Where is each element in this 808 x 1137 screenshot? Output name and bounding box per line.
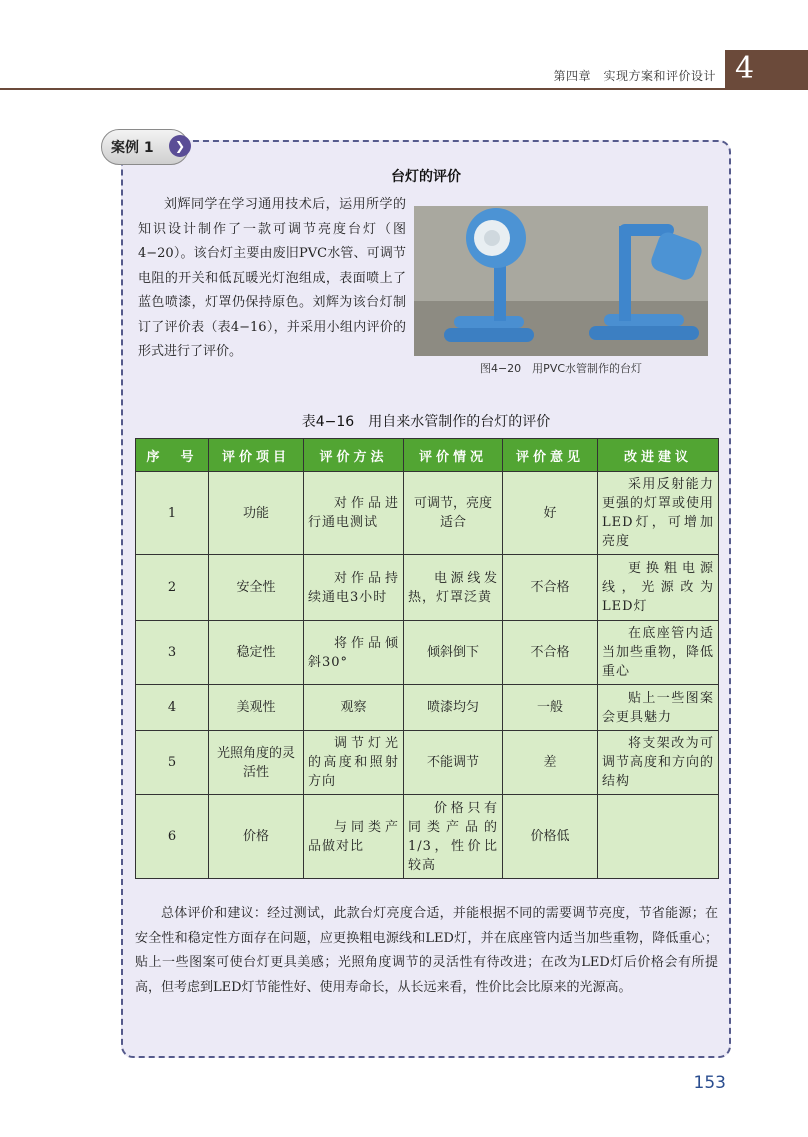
cell-item: 美观性: [209, 685, 304, 731]
cell-item: 稳定性: [209, 621, 304, 685]
cell-item: 安全性: [209, 555, 304, 621]
cell-item: 价格: [209, 795, 304, 879]
cell-method: 调节灯光的高度和照射方向: [304, 731, 404, 795]
header-rule: [0, 88, 808, 90]
case-title: 台灯的评价: [391, 169, 461, 185]
column-header: 评价情况: [404, 439, 503, 472]
cell-number: 1: [136, 472, 209, 555]
table-title: 表4−16 用自来水管制作的台灯的评价: [301, 414, 551, 430]
table-row: [136, 685, 719, 731]
cell-method: 对作品持续通电3小时: [304, 555, 404, 621]
case-tab-label: 案例 1: [111, 140, 154, 156]
summary-paragraph: 总体评价和建议：经过测试，此款台灯亮度合适，并能根据不同的需要调节亮度，节省能源；在安全性和稳定性方面存在问题，应更换粗电源线和LED灯，并在底座管内适当加些重物，降低重心；贴上一些图案可使台灯更具美感；光照角度调节的灵活性有待改进；在改为LED灯后价格会有所提高，但考虑到LED灯节能性好、使用寿命长，从长远来看，性价比会比原来的光源高。: [135, 906, 718, 995]
cell-suggestion: [598, 795, 719, 879]
table-row: [136, 795, 719, 879]
cell-method: 与同类产品做对比: [304, 795, 404, 879]
case-intro-paragraph: 刘辉同学在学习通用技术后，运用所学的知识设计制作了一款可调节亮度台灯（图4−20）。该台灯主要由废旧PVC水管、可调节电阻的开关和低瓦暖光灯泡组成，表面喷上了蓝色喷漆，灯罩仍保持原色。刘辉为该台灯制订了评价表（表4−16），并采用小组内评价的形式进行了评价。: [138, 197, 406, 359]
cell-opinion: 不合格: [503, 621, 598, 685]
cell-suggestion: 在底座管内适当加些重物，降低重心: [598, 621, 719, 685]
lamp-photo-illustration: [414, 206, 708, 356]
figure-caption: 图4−20 用PVC水管制作的台灯: [479, 362, 643, 375]
cell-status: 喷漆均匀: [404, 685, 503, 731]
cell-suggestion: 采用反射能力更强的灯罩或使用LED灯，可增加亮度: [598, 472, 719, 555]
cell-method: 对作品进行通电测试: [304, 472, 404, 555]
cell-number: 3: [136, 621, 209, 685]
lamp-photo: [414, 206, 708, 356]
cell-status: 价格只有同类产品的1/3，性价比较高: [404, 795, 503, 879]
table-row: [136, 472, 719, 555]
cell-status: 电源线发热，灯罩泛黄: [404, 555, 503, 621]
cell-opinion: 不合格: [503, 555, 598, 621]
column-header: 评价方法: [304, 439, 404, 472]
cell-opinion: 差: [503, 731, 598, 795]
table-row: [136, 555, 719, 621]
cell-opinion: 价格低: [503, 795, 598, 879]
column-header: 改进建议: [598, 439, 719, 472]
cell-suggestion: 更换粗电源线，光源改为LED灯: [598, 555, 719, 621]
chapter-number-badge: 4: [725, 50, 808, 88]
cell-number: 2: [136, 555, 209, 621]
column-header: 序 号: [136, 439, 209, 472]
table-header-row: [136, 439, 719, 472]
cell-number: 6: [136, 795, 209, 879]
cell-opinion: 好: [503, 472, 598, 555]
cell-status: 倾斜倒下: [404, 621, 503, 685]
table-row: [136, 621, 719, 685]
cell-number: 4: [136, 685, 209, 731]
cell-suggestion: 将支架改为可调节高度和方向的结构: [598, 731, 719, 795]
table-row: [136, 731, 719, 795]
cell-item: 光照角度的灵活性: [209, 731, 304, 795]
evaluation-table: [135, 438, 719, 879]
cell-method: 观察: [304, 685, 404, 731]
cell-opinion: 一般: [503, 685, 598, 731]
cell-method: 将作品倾斜30°: [304, 621, 404, 685]
cell-status: 可调节，亮度适合: [404, 472, 503, 555]
cell-item: 功能: [209, 472, 304, 555]
column-header: 评价项目: [209, 439, 304, 472]
running-title: 第四章 实现方案和评价设计: [553, 69, 716, 83]
column-header: 评价意见: [503, 439, 598, 472]
cell-number: 5: [136, 731, 209, 795]
case-tab: [101, 129, 191, 165]
cell-status: 不能调节: [404, 731, 503, 795]
cell-suggestion: 贴上一些图案会更具魅力: [598, 685, 719, 731]
page-number: 153: [693, 1073, 726, 1093]
chevron-right-icon: ❯: [169, 135, 191, 157]
